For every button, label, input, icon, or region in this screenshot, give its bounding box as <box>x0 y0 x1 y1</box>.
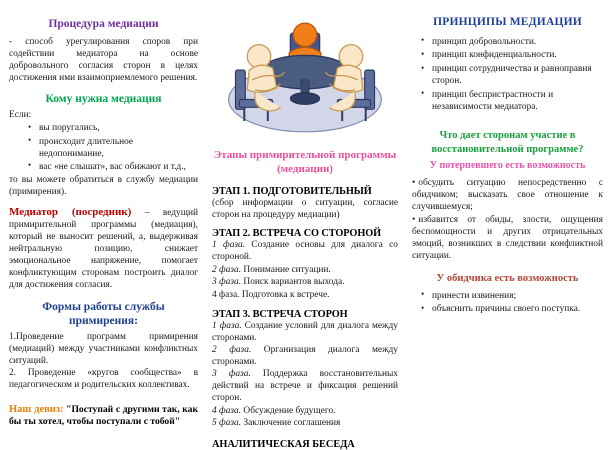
phase-label: 3 фаза. <box>212 277 242 288</box>
phase-label: 1 фаза. <box>212 240 246 251</box>
phase-text: Подготовка к встрече. <box>239 289 330 300</box>
list-item: • вы поругались, <box>39 122 198 134</box>
bullet-icon: • <box>412 215 416 226</box>
heading-what-participation-gives: Что дает сторонам участие в восстановительной программе? <box>431 130 584 155</box>
panel-middle <box>205 0 404 450</box>
phase-text: Поиск вариантов выхода. <box>241 277 345 288</box>
phase-text: Создание основы для диалога со стороной. <box>212 240 398 263</box>
list-item: • принцип добровольности. <box>432 36 603 48</box>
motto-text: "Поступай с другими так, как бы ты хотел, чтобы поступали с тобой" <box>9 403 199 428</box>
stage-1-text: (сбор информации о ситуации, согласие сторон на процедуру медиации) <box>212 197 398 220</box>
list-item: • принести извинения; <box>432 290 603 302</box>
phase-label: 2 фаза. <box>212 264 242 275</box>
phase-label: 1 фаза. <box>212 320 242 331</box>
service-forms-list <box>9 331 198 391</box>
phase-text: Заключение соглашения <box>241 418 341 429</box>
phase-item <box>212 277 398 289</box>
list-item-text: избавится от обиды, злости, ощущения беспомощности и других отрицательных эмоций, возникших в следствии конфликтной ситуации. <box>412 215 603 262</box>
who-needs-tail-text: то вы можете обратиться в службу медиации (примирения). <box>9 175 198 198</box>
phase-item <box>212 345 398 369</box>
stage-2-title: ЭТАП 2. ВСТРЕЧА СО СТОРОНОЙ <box>212 228 382 240</box>
phase-text: Поддержка восстановительных действий на встрече и фиксация решений сторон. <box>212 369 398 404</box>
heading-program-stages: Этапы примирительной программы (медиации) <box>213 149 397 176</box>
panel-right <box>404 0 609 431</box>
mediator-definition-text: – ведущий примирительной программы (медиация), который не выносит решений, а, выдерживая нейтральную позицию, снижает эмоциональное напряжение, помогает конфликтующим сторонам построить диалог для достижения согласия. <box>9 208 198 291</box>
motto-block <box>9 403 198 429</box>
phase-label: 3 фаза. <box>212 369 251 380</box>
heading-mediation-procedure: Процедура медиации <box>48 18 159 30</box>
phase-label: 4 фаза. <box>212 405 242 416</box>
phase-text: Организация диалога между сторонами. <box>212 345 398 367</box>
mediator-definition <box>9 205 198 291</box>
phase-label: 5 фаза. <box>212 418 242 429</box>
victim-opportunity-list <box>412 177 603 262</box>
phase-text: Обсуждение будущего. <box>241 405 336 416</box>
who-needs-bullet-list <box>9 122 198 173</box>
heading-offender-opportunity: У обидчика есть возможность <box>436 273 579 285</box>
phase-text: Создание условий для диалога между сторонами. <box>212 320 398 343</box>
list-item: 1.Проведение программ примирения (медиаций) между участниками конфликтных ситуаций. <box>9 331 198 366</box>
list-item: • принцип беспристрастности и независимости медиатора. <box>432 89 603 113</box>
who-needs-lead-in: Если: <box>9 110 32 121</box>
list-item <box>412 214 603 262</box>
principles-list <box>412 36 603 114</box>
phase-item <box>212 418 398 430</box>
heading-who-needs-mediation: Кому нужна медиация <box>45 92 162 105</box>
stage-3-title: ЭТАП 3. ВСТРЕЧА СТОРОН <box>212 308 348 320</box>
stage-1-title: ЭТАП 1. ПОДГОТОВИТЕЛЬНЫЙ <box>212 185 372 197</box>
list-item <box>412 177 603 213</box>
heading-mediation-principles: ПРИНЦИПЫ МЕДИАЦИИ <box>433 16 582 28</box>
phase-text: Понимание ситуации. <box>241 264 331 275</box>
phase-label: 4 фаза. <box>212 289 240 300</box>
panel-left <box>0 0 205 431</box>
list-item: • вас «не слышат», вас обижают и т.д., <box>39 161 198 173</box>
analytic-conversation-title: АНАЛИТИЧЕСКАЯ БЕСЕДА <box>212 439 355 450</box>
list-item: • принцип конфиденциальности. <box>432 49 603 61</box>
offender-opportunity-list <box>412 290 603 316</box>
list-item: • происходит длительное недопонимание, <box>39 136 198 160</box>
list-item: • объяснить причины своего поступка. <box>432 303 603 315</box>
phase-item <box>212 369 398 405</box>
phase-item <box>212 265 398 277</box>
motto-label: Наш девиз: <box>9 403 64 415</box>
phase-label: 2 фаза. <box>212 345 252 356</box>
list-item: • принцип сотрудничества и равноправия сторон. <box>432 63 603 87</box>
bullet-icon: • <box>412 178 416 189</box>
list-item-text: обсудить ситуацию непосредственно с обидчиком; высказать свое отношение к случившемуся; <box>412 178 603 213</box>
phase-item <box>212 290 398 302</box>
list-item: 2. Проведение «кругов сообщества» в педагогическом и родительских коллективах. <box>9 367 198 390</box>
heading-service-forms: Формы работы службы примирения: <box>42 301 165 328</box>
phase-item <box>212 240 398 264</box>
mediator-term-label: Медиатор (посредник) <box>9 206 132 219</box>
phase-item <box>212 321 398 345</box>
heading-victim-opportunity: У потерпевшего есть возможность <box>429 159 586 171</box>
mediation-table-illustration <box>212 8 398 144</box>
phase-item <box>212 406 398 418</box>
mediation-procedure-text: - способ урегулирования споров при содействии медиатора на основе добровольного согласия сторон в целях достижения ими взаимоприемлемого решения. <box>9 36 198 83</box>
